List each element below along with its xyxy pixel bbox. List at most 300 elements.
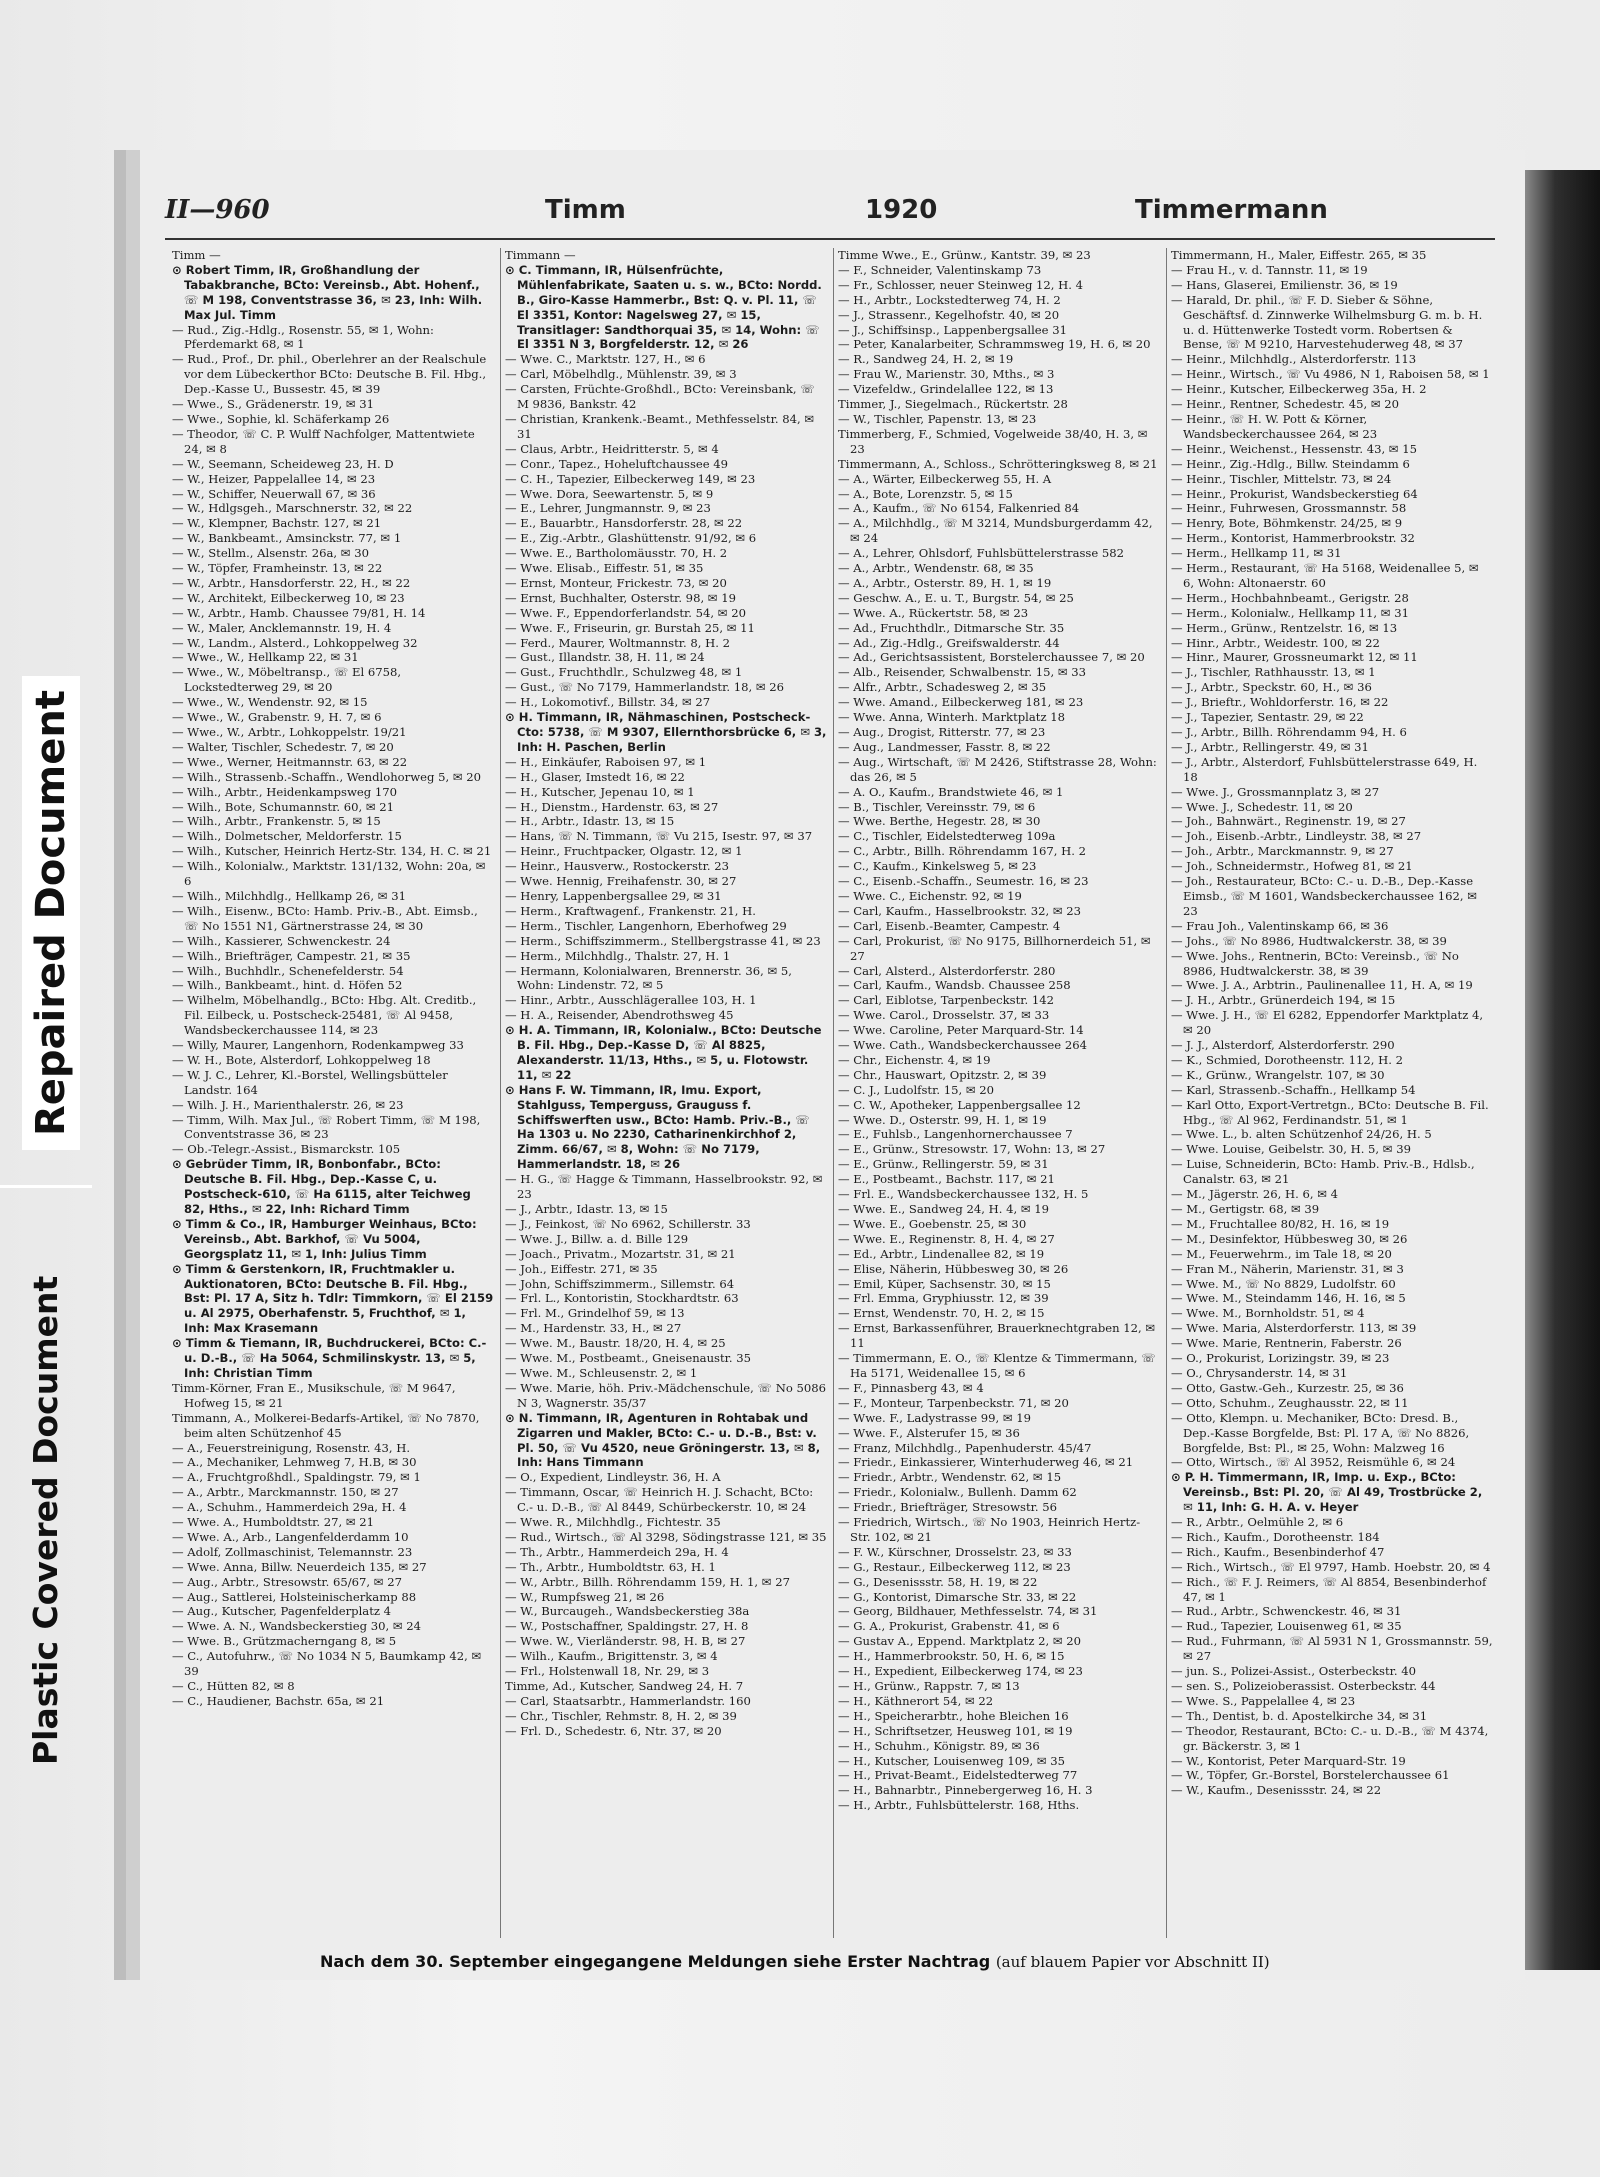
directory-entry: — Wilh., Eisenw., BCto: Hamb. Priv.-B., Abt. Eimsb., ☏ No 1551 N1, Gärtnerstrasse 24, ✉ 30 (172, 903, 478, 933)
directory-entry: — Rich., ☏ F. J. Reimers, ☏ Al 8854, Besenbinderhof 47, ✉ 1 (1171, 1574, 1487, 1604)
directory-entry: — Otto, Gastw.-Geh., Kurzestr. 25, ✉ 36 (1171, 1380, 1404, 1395)
directory-entry: — Th., Dentist, b. d. Apostelkirche 34, ✉ 31 (1171, 1708, 1428, 1723)
directory-entry: — Rud., Fuhrmann, ☏ Al 5931 N 1, Grossmannstr. 59, ✉ 27 (1171, 1634, 1493, 1664)
directory-entry: — Chr., Tischler, Rehmstr. 8, H. 2, ✉ 39 (505, 1708, 737, 1723)
directory-entry: — Ad., Fruchthdlr., Ditmarsche Str. 35 (838, 620, 1065, 635)
directory-entry: — Heinr., Weichenst., Hessenstr. 43, ✉ 15 (1171, 441, 1417, 456)
directory-entry: — Wwe. F., Friseurin, gr. Burstah 25, ✉ 11 (505, 620, 755, 635)
directory-entry: — Wwe. M., Steindamm 146, H. 16, ✉ 5 (1171, 1291, 1406, 1306)
directory-entry: — Wilh., Bote, Schumannstr. 60, ✉ 21 (172, 799, 395, 814)
directory-entry: — Hans, Glaserei, Emilienstr. 36, ✉ 19 (1171, 277, 1398, 292)
directory-entry: — Wwe. F., Ladystrasse 99, ✉ 19 (838, 1410, 1032, 1425)
directory-entry: — A., Arbtr., Osterstr. 89, H. 1, ✉ 19 (838, 575, 1052, 590)
directory-entry: — A., Arbtr., Marckmannstr. 150, ✉ 27 (172, 1485, 399, 1500)
directory-entry: — Herm., Hochbahnbeamt., Gerigstr. 28 (1171, 590, 1409, 605)
directory-entry: — Wilh., Kutscher, Heinrich Hertz-Str. 134, H. C. ✉ 21 (172, 844, 492, 859)
directory-entry: — Wwe. J., Billw. a. d. Bille 129 (505, 1231, 689, 1246)
directory-entry: — C. W., Apotheker, Lappenbergsallee 12 (838, 1097, 1081, 1112)
directory-entry: — Peter, Kanalarbeiter, Schrammsweg 19, H. 6, ✉ 20 (838, 337, 1151, 352)
directory-entry: — O., Chrysanderstr. 14, ✉ 31 (1171, 1365, 1348, 1380)
directory-entry: — Wwe. J., Grossmannplatz 3, ✉ 27 (1171, 784, 1380, 799)
directory-entry: — Herm., Hellkamp 11, ✉ 31 (1171, 546, 1342, 561)
directory-entry: — Karl, Strassenb.-Schaffn., Hellkamp 54 (1171, 1082, 1416, 1097)
directory-entry: — Aug., Wirtschaft, ☏ M 2426, Stiftstrasse 28, Wohn: das 26, ✉ 5 (838, 754, 1157, 784)
directory-entry: — Wwe. A. N., Wandsbeckerstieg 30, ✉ 24 (172, 1619, 421, 1634)
directory-entry: — Ad., Zig.-Hdlg., Greifswalderstr. 44 (838, 635, 1060, 650)
directory-entry: — Wwe. A., Rückertstr. 58, ✉ 23 (838, 605, 1029, 620)
directory-entry: — W., Architekt, Eilbeckerweg 10, ✉ 23 (172, 590, 405, 605)
directory-entry: — Wwe. W., Vierländerstr. 98, H. B, ✉ 27 (505, 1634, 746, 1649)
directory-entry: — W., Töpfer, Gr.-Borstel, Borstelerchaussee 61 (1171, 1768, 1450, 1783)
directory-entry: — Alb., Reisender, Schwalbenstr. 15, ✉ 33 (838, 665, 1087, 680)
running-head-left: Timm (545, 195, 626, 225)
directory-entry: — Herm., Kolonialw., Hellkamp 11, ✉ 31 (1171, 605, 1409, 620)
directory-entry: — Carl, Eiblotse, Tarpenbeckstr. 142 (838, 993, 1055, 1008)
directory-entry: — Vizefeldw., Grindelallee 122, ✉ 13 (838, 382, 1054, 397)
directory-entry: — Ferd., Maurer, Woltmannstr. 8, H. 2 (505, 635, 731, 650)
directory-entry: — Aug., Sattlerei, Holsteinischerkamp 88 (172, 1589, 417, 1604)
directory-entry: — Herm., Milchhdlg., Thalstr. 27, H. 1 (505, 948, 731, 963)
directory-entry: — Carl, Eisenb.-Beamter, Campestr. 4 (838, 918, 1061, 933)
directory-entry: — H., Dienstm., Hardenstr. 63, ✉ 27 (505, 799, 719, 814)
directory-entry: — J., Arbtr., Idastr. 13, ✉ 15 (505, 1202, 668, 1216)
directory-entry: — W., Stellm., Alsenstr. 26a, ✉ 30 (172, 546, 369, 561)
directory-entry: — Emil, Küper, Sachsenstr. 30, ✉ 15 (838, 1276, 1051, 1291)
directory-entry: — Joh., Schneidermstr., Hofweg 81, ✉ 21 (1171, 859, 1413, 874)
directory-entry: — Friedr., Kolonialw., Bullenh. Damm 62 (838, 1485, 1077, 1500)
directory-entry: — H. A., Reisender, Abendrothsweg 45 (505, 1008, 734, 1023)
directory-entry: — M., Feuerwehrm., im Tale 18, ✉ 20 (1171, 1246, 1392, 1261)
directory-entry: — Friedrich, Wirtsch., ☏ No 1903, Heinrich Hertz-Str. 102, ✉ 21 (838, 1515, 1141, 1544)
directory-entry: — E., Lehrer, Jungmannstr. 9, ✉ 23 (505, 501, 711, 516)
directory-entry: — E., Postbeamt., Bachstr. 117, ✉ 21 (838, 1172, 1055, 1187)
directory-entry: — Wwe. Maria, Alsterdorferstr. 113, ✉ 39 (1171, 1321, 1417, 1336)
directory-entry: — Joh., Restaurateur, BCto: C.- u. D.-B., Dep.-Kasse Eimsb., ☏ M 1601, Wandsbeckerchaussee 162, ✉ 23 (1171, 874, 1477, 918)
directory-entry: — E., Fuhlsb., Langenhornerchaussee 7 (838, 1127, 1073, 1142)
directory-entry: — H., Arbtr., Idastr. 13, ✉ 15 (505, 814, 675, 829)
directory-entry: ⊙ P. H. Timmermann, IR, Imp. u. Exp., BCto: Vereinsb., Bst: Pl. 20, ☏ Al 49, Trostbrücke 2, ✉ 11, Inh: G. H. A. v. Heyer (1171, 1470, 1483, 1515)
directory-entry: — Wilh., Arbtr., Heidenkampsweg 170 (172, 784, 398, 799)
directory-entry: ⊙ H. Timmann, IR, Nähmaschinen, Postscheck-Cto: 5738, ☏ M 9307, Ellernthorsbrücke 6, ✉ 3, Inh: H. Paschen, Berlin (505, 710, 827, 754)
directory-entry: — Wwe. A., Arb., Langenfelderdamm 10 (172, 1529, 409, 1544)
directory-entry: — Frl. L., Kontoristin, Stockhardtstr. 63 (505, 1291, 739, 1306)
directory-entry: — Wwe. J., Schedestr. 11, ✉ 20 (1171, 799, 1353, 814)
directory-entry: — Fr., Schlosser, neuer Steinweg 12, H. 4 (838, 277, 1084, 292)
directory-entry: — J., Arbtr., Rellingerstr. 49, ✉ 31 (1171, 739, 1369, 754)
directory-entry: — Hinr., Maurer, Grossneumarkt 12, ✉ 11 (1171, 650, 1418, 665)
directory-column-2 (505, 248, 827, 1938)
directory-entry: — Wwe., W., Hellkamp 22, ✉ 31 (172, 650, 359, 665)
directory-entry: — G., Kontorist, Dimarsche Str. 33, ✉ 22 (838, 1589, 1077, 1604)
directory-entry: — Wwe. Marie, höh. Priv.-Mädchenschule, ☏ No 5086 N 3, Wagnerstr. 35/37 (505, 1380, 827, 1410)
directory-entry: Timme Wwe., E., Grünw., Kantstr. 39, ✉ 23 (838, 248, 1091, 262)
directory-entry: — C., Kaufm., Kinkelsweg 5, ✉ 23 (838, 859, 1037, 874)
directory-entry: — Herm., Kontorist, Hammerbrookstr. 32 (1171, 531, 1415, 546)
directory-entry: — J., Tischler, Rathhausstr. 13, ✉ 1 (1171, 665, 1376, 680)
directory-entry: — A., Arbtr., Wendenstr. 68, ✉ 35 (838, 561, 1034, 576)
directory-entry: — H., Glaser, Imstedt 16, ✉ 22 (505, 769, 685, 784)
directory-entry: — H., Schriftsetzer, Heusweg 101, ✉ 19 (838, 1723, 1073, 1738)
directory-entry: — Wwe. Elisab., Eiffestr. 51, ✉ 35 (505, 561, 704, 576)
directory-entry: — Geschw. A., E. u. T., Burgstr. 54, ✉ 25 (838, 590, 1074, 605)
column-rule (1166, 248, 1167, 1938)
directory-entry: — W., Klempner, Bachstr. 127, ✉ 21 (172, 516, 382, 531)
supplement-notice-text: Nach dem 30. September eingegangene Meldungen siehe Erster Nachtrag (320, 1952, 991, 1971)
column-rule (833, 248, 834, 1938)
directory-entry: — W. H., Bote, Alsterdorf, Lohkoppelweg 18 (172, 1052, 431, 1067)
directory-entry: — Th., Arbtr., Humboldtstr. 63, H. 1 (505, 1559, 716, 1574)
directory-entry: — W., Landm., Alsterd., Lohkoppelweg 32 (172, 635, 418, 650)
supplement-notice-note: (auf blauem Papier vor Abschnitt II) (995, 1953, 1270, 1971)
directory-entry: — Rich., Wirtsch., ☏ El 9797, Hamb. Hoebstr. 20, ✉ 4 (1171, 1559, 1491, 1574)
directory-entry: — Wilh., Milchhdlg., Hellkamp 26, ✉ 31 (172, 888, 406, 903)
directory-entry: — Elise, Näherin, Hübbesweg 30, ✉ 26 (838, 1261, 1069, 1276)
directory-entry: — Harald, Dr. phil., ☏ F. D. Sieber & Söhne, Geschäftsf. d. Zinnwerke Wilhelmsburg G. m. b. H. u. d. Hüttenwerke Tostedt vorm. Robertsen & Bense, ☏ M 9210, Harvestehuderweg 48, ✉ 37 (1171, 292, 1483, 352)
directory-entry: — Hinr., Arbtr., Ausschlägerallee 103, H. 1 (505, 993, 757, 1008)
directory-entry: — Frau Joh., Valentinskamp 66, ✉ 36 (1171, 918, 1389, 933)
directory-entry: — Heinr., Tischler, Mittelstr. 73, ✉ 24 (1171, 471, 1392, 486)
directory-entry: — Wwe. Dora, Seewartenstr. 5, ✉ 9 (505, 486, 714, 501)
directory-entry: — F., Monteur, Tarpenbeckstr. 71, ✉ 20 (838, 1395, 1069, 1410)
directory-entry: — Carsten, Früchte-Großhdl., BCto: Vereinsbank, ☏ M 9836, Bankstr. 42 (505, 382, 815, 412)
directory-entry: — Carl, Staatsarbtr., Hammerlandstr. 160 (505, 1693, 751, 1708)
directory-entry: — C. J., Ludolfstr. 15, ✉ 20 (838, 1082, 994, 1097)
directory-entry: — Wwe. B., Grützmacherngang 8, ✉ 5 (172, 1634, 397, 1649)
directory-entry: Timme, Ad., Kutscher, Sandweg 24, H. 7 (505, 1679, 744, 1693)
directory-entry: — G. A., Prokurist, Grabenstr. 41, ✉ 6 (838, 1619, 1060, 1634)
directory-entry: — Heinr., Prokurist, Wandsbeckerstieg 64 (1171, 486, 1418, 501)
directory-entry: — H., Privat-Beamt., Eidelstedterweg 77 (838, 1768, 1078, 1783)
directory-entry: — Johs., ☏ No 8986, Hudtwalckerstr. 38, ✉ 39 (1171, 933, 1447, 948)
directory-entry: — Gust., ☏ No 7179, Hammerlandstr. 18, ✉ 26 (505, 680, 784, 695)
directory-entry: — W., Bankbeamt., Amsinckstr. 77, ✉ 1 (172, 531, 402, 546)
directory-entry: — Herm., Grünw., Rentzelstr. 16, ✉ 13 (1171, 620, 1398, 635)
directory-entry: — Wwe. E., Reginenstr. 8, H. 4, ✉ 27 (838, 1231, 1055, 1246)
directory-entry: — Heinr., Wirtsch., ☏ Vu 4986, N 1, Raboisen 58, ✉ 1 (1171, 367, 1490, 382)
directory-entry: — E., Grünw., Stresowstr. 17, Wohn: 13, ✉ 27 (838, 1142, 1106, 1157)
directory-entry: — A. O., Kaufm., Brandstwiete 46, ✉ 1 (838, 784, 1064, 799)
directory-entry: — Herm., Schiffszimmerm., Stellbergstrasse 41, ✉ 23 (505, 933, 821, 948)
directory-entry: — H., Käthnerort 54, ✉ 22 (838, 1693, 994, 1708)
directory-entry: — Ernst, Wendenstr. 70, H. 2, ✉ 15 (838, 1306, 1045, 1321)
directory-entry: — Wwe., W., Grabenstr. 9, H. 7, ✉ 6 (172, 710, 382, 725)
directory-entry: — Heinr., Hausverw., Rostockerstr. 23 (505, 859, 729, 874)
directory-entry: — Wwe. Anna, Winterh. Marktplatz 18 (838, 710, 1065, 725)
directory-entry: — W., Burcaugeh., Wandsbeckerstieg 38a (505, 1604, 750, 1619)
directory-entry: — W., Arbtr., Billh. Röhrendamm 159, H. 1, ✉ 27 (505, 1574, 790, 1589)
directory-entry: — Joh., Eisenb.-Arbtr., Lindleystr. 38, ✉ 27 (1171, 829, 1422, 844)
directory-entry: — Walter, Tischler, Schedestr. 7, ✉ 20 (172, 739, 394, 754)
directory-entry: — A., Bote, Lorenzstr. 5, ✉ 15 (838, 486, 1013, 501)
directory-entry: — J., Tapezier, Sentastr. 29, ✉ 22 (1171, 710, 1364, 725)
directory-entry: — Herm., Restaurant, ☏ Ha 5168, Weidenallee 5, ✉ 6, Wohn: Altonaerstr. 60 (1171, 561, 1479, 590)
directory-entry: — J. J., Alsterdorf, Alsterdorferstr. 290 (1171, 1038, 1395, 1053)
directory-entry: — Franz, Milchhdlg., Papenhuderstr. 45/47 (838, 1440, 1092, 1455)
directory-entry: — Wilh. J. H., Marienthalerstr. 26, ✉ 23 (172, 1097, 404, 1112)
directory-entry: — G., Desenissstr. 58, H. 19, ✉ 22 (838, 1574, 1038, 1589)
page-number: II—960 (165, 195, 270, 225)
directory-entry: — H., Arbtr., Lockstedterweg 74, H. 2 (838, 292, 1061, 307)
directory-entry: — Frl., Holstenwall 18, Nr. 29, ✉ 3 (505, 1664, 710, 1679)
directory-entry: — H., Hammerbrookstr. 50, H. 6, ✉ 15 (838, 1649, 1065, 1664)
directory-entry: — Theodor, ☏ C. P. Wulff Nachfolger, Mattentwiete 24, ✉ 8 (172, 426, 475, 456)
directory-entry: — Herm., Kraftwagenf., Frankenstr. 21, H. (505, 903, 756, 918)
directory-entry: — Theodor, Restaurant, BCto: C.- u. D.-B., ☏ M 4374, gr. Bäckerstr. 3, ✉ 1 (1171, 1723, 1489, 1753)
directory-entry: — Wwe. E., Bartholomäusstr. 70, H. 2 (505, 546, 728, 561)
directory-entry: — Carl, Prokurist, ☏ No 9175, Billhornerdeich 51, ✉ 27 (838, 933, 1151, 963)
directory-entry: — Wilh., Strassenb.-Schaffn., Wendlohorweg 5, ✉ 20 (172, 769, 481, 784)
directory-entry: — M., Gertigstr. 68, ✉ 39 (1171, 1202, 1320, 1216)
directory-entry: — W., Kaufm., Desenissstr. 24, ✉ 22 (1171, 1783, 1382, 1798)
directory-entry: — H., Kutscher, Jepenau 10, ✉ 1 (505, 784, 695, 799)
directory-column-3 (838, 248, 1160, 1938)
directory-entry: — Wwe. C., Marktstr. 127, H., ✉ 6 (505, 352, 706, 367)
directory-year: 1920 (865, 195, 938, 225)
directory-entry: — Rich., Kaufm., Besenbinderhof 47 (1171, 1544, 1385, 1559)
directory-entry: — Wwe. Marie, Rentnerin, Faberstr. 26 (1171, 1336, 1402, 1351)
directory-entry: — Wilh., Arbtr., Frankenstr. 5, ✉ 15 (172, 814, 381, 829)
directory-entry: — Rud., Prof., Dr. phil., Oberlehrer an der Realschule vor dem Lübeckerthor BCto: Deutsche B. Fil. Hbg., Dep.-Kasse U., Bussestr. 45, ✉ 39 (172, 352, 487, 397)
directory-entry: — Heinr., Rentner, Schedestr. 45, ✉ 20 (1171, 397, 1400, 412)
directory-entry: — H., Schuhm., Königstr. 89, ✉ 36 (838, 1738, 1040, 1753)
directory-entry: — Ad., Gerichtsassistent, Borstelerchaussee 7, ✉ 20 (838, 650, 1145, 665)
directory-entry: — Frau W., Marienstr. 30, Mths., ✉ 3 (838, 367, 1055, 382)
directory-entry: — Wwe. R., Milchhdlg., Fichtestr. 35 (505, 1515, 721, 1530)
directory-entry: — W., Seemann, Scheideweg 23, H. D (172, 456, 394, 471)
directory-entry: ⊙ H. A. Timmann, IR, Kolonialw., BCto: Deutsche B. Fil. Hbg., Dep.-Kasse D, ☏ Al 8825, Alexanderstr. 11/13, Hths., ✉ 5, u. Flotowstr. 11, ✉ 22 (505, 1023, 822, 1082)
directory-entry: Timmermann, A., Schloss., Schrötteringksweg 8, ✉ 21 (838, 456, 1158, 471)
directory-entry: — Wilh., Briefträger, Campestr. 21, ✉ 35 (172, 948, 411, 963)
directory-entry: — W., Postschaffner, Spaldingstr. 27, H. 8 (505, 1619, 749, 1634)
directory-entry: — Gust., Fruchthdlr., Schulzweg 48, ✉ 1 (505, 665, 743, 680)
directory-entry: — C., Tischler, Eidelstedterweg 109a (838, 829, 1056, 844)
directory-entry: — Friedr., Einkassierer, Winterhuderweg 46, ✉ 21 (838, 1455, 1134, 1470)
directory-entry: Timmann, A., Molkerei-Bedarfs-Artikel, ☏ No 7870, beim alten Schützenhof 45 (172, 1410, 480, 1440)
directory-entry: — Wwe. L., b. alten Schützenhof 24/26, H. 5 (1171, 1127, 1432, 1142)
directory-entry: — Rud., Tapezier, Louisenweg 61, ✉ 35 (1171, 1619, 1402, 1634)
directory-entry: — Wwe. Berthe, Hegestr. 28, ✉ 30 (838, 814, 1041, 829)
header-rule (165, 238, 1495, 240)
directory-entry: ⊙ Timm & Co., IR, Hamburger Weinhaus, BCto: Vereinsb., Abt. Barkhof, ☏ Vu 5004, Georgsplatz 11, ✉ 1, Inh: Julius Timm (172, 1216, 477, 1261)
directory-entry: — sen. S., Polizeioberassist. Osterbeckstr. 44 (1171, 1679, 1436, 1693)
directory-entry: — Wilh., Kassierer, Schwenckestr. 24 (172, 933, 391, 948)
directory-entry: — G., Restaur., Eilbeckerweg 112, ✉ 23 (838, 1559, 1071, 1574)
directory-entry: — M., Desinfektor, Hübbesweg 30, ✉ 26 (1171, 1231, 1408, 1246)
directory-entry: Timmermann, H., Maler, Eiffestr. 265, ✉ 35 (1171, 248, 1427, 262)
directory-entry: — Th., Arbtr., Hammerdeich 29a, H. 4 (505, 1544, 729, 1559)
directory-entry: — Wwe. Johs., Rentnerin, BCto: Vereinsb., ☏ No 8986, Hudtwalckerstr. 38, ✉ 39 (1171, 948, 1459, 978)
directory-entry: — F. W., Kürschner, Drosselstr. 23, ✉ 33 (838, 1544, 1072, 1559)
directory-entry: — Wwe. Caroline, Peter Marquard-Str. 14 (838, 1023, 1084, 1038)
directory-entry: — Friedr., Briefträger, Stresowstr. 56 (838, 1500, 1057, 1515)
directory-entry: — Chr., Hauswart, Opitzstr. 2, ✉ 39 (838, 1067, 1047, 1082)
directory-entry: — H., Speicherarbtr., hohe Bleichen 16 (838, 1708, 1069, 1723)
directory-entry: — A., Kaufm., ☏ No 6154, Falkenried 84 (838, 501, 1080, 516)
directory-entry: ⊙ C. Timmann, IR, Hülsenfrüchte, Mühlenfabrikate, Saaten u. s. w., BCto: Nordd. B., Giro-Kasse Hammerbr., Bst: Q. v. Pl. 11, ☏ El 3351, Kontor: Nagelsweg 27, ✉ 15, Transitlager: Sandthorquai 35, ✉ 14, Wohn: ☏ El 3351 N 3, Borgfelderstr. 12, ✉ 26 (505, 262, 822, 352)
directory-entry: — Joh., Arbtr., Marckmannstr. 9, ✉ 27 (1171, 844, 1394, 859)
directory-entry: — Aug., Arbtr., Stresowstr. 65/67, ✉ 27 (172, 1574, 402, 1589)
page-header (165, 195, 1495, 231)
directory-entry: — Luise, Schneiderin, BCto: Hamb. Priv.-B., Hdlsb., Canalstr. 63, ✉ 21 (1171, 1157, 1475, 1187)
directory-entry: — Carl, Alsterd., Alsterdorferstr. 280 (838, 963, 1056, 978)
directory-entry: — W., Arbtr., Hansdorferstr. 22, H., ✉ 22 (172, 575, 411, 590)
directory-entry: — J., Arbtr., Speckstr. 60, H., ✉ 36 (1171, 680, 1372, 695)
directory-entry: — A., Schuhm., Hammerdeich 29a, H. 4 (172, 1500, 407, 1515)
directory-entry: — Wwe. Cath., Wandsbeckerchaussee 264 (838, 1038, 1087, 1053)
directory-entry: — H., Grünw., Rappstr. 7, ✉ 13 (838, 1679, 1020, 1693)
directory-entry: — Ernst, Monteur, Frickestr. 73, ✉ 20 (505, 575, 727, 590)
directory-entry: — Wwe., W., Möbeltransp., ☏ El 6758, Lockstedterweg 29, ✉ 20 (172, 665, 402, 695)
directory-entry: — Wwe., Werner, Heitmannstr. 63, ✉ 22 (172, 754, 408, 769)
directory-entry: — Karl Otto, Export-Vertretgn., BCto: Deutsche B. Fil. Hbg., ☏ Al 962, Ferdinandstr. 51, ✉ 1 (1171, 1097, 1489, 1127)
directory-entry: — W., Kontorist, Peter Marquard-Str. 19 (1171, 1753, 1406, 1768)
directory-entry: — Wwe. A., Humboldtstr. 27, ✉ 21 (172, 1515, 375, 1530)
directory-entry: — Frl. D., Schedestr. 6, Ntr. 37, ✉ 20 (505, 1723, 722, 1738)
directory-entry: — H., Bahnarbtr., Pinnebergerweg 16, H. 3 (838, 1783, 1093, 1798)
directory-entry: — Wwe. F., Alsterufer 15, ✉ 36 (838, 1425, 1020, 1440)
directory-entry: — A., Milchhdlg., ☏ M 3214, Mundsburgerdamm 42, ✉ 24 (838, 516, 1153, 546)
directory-entry: — Gust., Illandstr. 38, H. 11, ✉ 24 (505, 650, 705, 665)
directory-entry: — C., Autofuhrw., ☏ No 1034 N 5, Baumkamp 42, ✉ 39 (172, 1649, 482, 1679)
directory-entry: — H., Arbtr., Fuhlsbüttelerstr. 168, Hths. (838, 1798, 1080, 1813)
directory-entry: — Wwe. Hennig, Freihafenstr. 30, ✉ 27 (505, 874, 737, 889)
directory-entry: — Aug., Drogist, Ritterstr. 77, ✉ 23 (838, 725, 1046, 739)
directory-entry: — O., Expedient, Lindleystr. 36, H. A (505, 1470, 721, 1485)
directory-entry: — jun. S., Polizei-Assist., Osterbeckstr. 40 (1171, 1664, 1417, 1679)
directory-entry: — K., Grünw., Wrangelstr. 107, ✉ 30 (1171, 1067, 1385, 1082)
column-rule (500, 248, 501, 1938)
directory-entry: — Timmann, Oscar, ☏ Heinrich H. J. Schacht, BCto: C.- u. D.-B., ☏ Al 8449, Schürbeckerstr. 10, ✉ 24 (505, 1485, 814, 1515)
directory-column-1 (172, 248, 494, 1938)
directory-entry: — W. J. C., Lehrer, Kl.-Borstel, Wellingsbütteler Landstr. 164 (172, 1067, 448, 1097)
directory-entry: — Timmermann, E. O., ☏ Klentze & Timmermann, ☏ Ha 5171, Weidenallee 15, ✉ 6 (838, 1351, 1156, 1380)
directory-entry: — J., Brieftr., Wohldorferstr. 16, ✉ 22 (1171, 695, 1389, 710)
directory-entry: — F., Pinnasberg 43, ✉ 4 (838, 1380, 984, 1395)
directory-entry: — W., Rumpfsweg 21, ✉ 26 (505, 1589, 665, 1604)
directory-entry: — R., Sandweg 24, H. 2, ✉ 19 (838, 352, 1014, 367)
directory-column-4 (1171, 248, 1493, 1938)
directory-entry: — Heinr., Fuhrwesen, Grossmannstr. 58 (1171, 501, 1407, 516)
directory-entry: — Friedr., Arbtr., Wendenstr. 62, ✉ 15 (838, 1470, 1062, 1485)
directory-entry: Timmer, J., Siegelmach., Rückertstr. 28 (838, 397, 1068, 412)
directory-entry: — O., Prokurist, Lorizingstr. 39, ✉ 23 (1171, 1351, 1390, 1366)
directory-entry: ⊙ Timm & Tiemann, IR, Buchdruckerei, BCto: C.- u. D.-B., ☏ Ha 5064, Schmilinskystr. 13, ✉ 5, Inh: Christian Timm (172, 1336, 487, 1380)
directory-entry: — Aug., Kutscher, Pagenfelderplatz 4 (172, 1604, 392, 1619)
directory-entry: — A., Fruchtgroßhdl., Spaldingstr. 79, ✉ 1 (172, 1470, 421, 1485)
directory-entry: — Wilh., Kolonialw., Marktstr. 131/132, Wohn: 20a, ✉ 6 (172, 859, 486, 889)
directory-entry: — Carl, Kaufm., Hasselbrookstr. 32, ✉ 23 (838, 903, 1082, 918)
directory-entry: Timm-Körner, Fran E., Musikschule, ☏ M 9647, Hofweg 15, ✉ 21 (172, 1380, 456, 1410)
directory-entry: — Georg, Bildhauer, Methfesselstr. 74, ✉ 31 (838, 1604, 1098, 1619)
directory-entry: Timmerberg, F., Schmied, Vogelweide 38/40, H. 3, ✉ 23 (838, 426, 1148, 456)
directory-entry: — Hinr., Arbtr., Weidestr. 100, ✉ 22 (1171, 635, 1380, 650)
directory-entry: — J., Arbtr., Alsterdorf, Fuhlsbüttelerstrasse 649, H. 18 (1171, 754, 1478, 784)
directory-entry: ⊙ N. Timmann, IR, Agenturen in Rohtabak und Zigarren und Makler, BCto: C.- u. D.-B., Bst: v. Pl. 50, ☏ Vu 4520, neue Gröningerstr. 13, ✉ 8, Inh: Hans Timmann (505, 1410, 821, 1470)
directory-entry: — E., Zig.-Arbtr., Glashüttenstr. 91/92, ✉ 6 (505, 531, 757, 546)
directory-entry: ⊙ Hans F. W. Timmann, IR, Imu. Export, Stahlguss, Temperguss, Grauguss f. Schiffswerften usw., BCto: Hamb. Priv.-B., ☏ Ha 1303 u. No 2230, Catharinenkirchhof 2, Zimm. 66/67, ✉ 8, Wohn: ☏ No 7179, Hammerlandstr. 18, ✉ 26 (505, 1082, 810, 1172)
directory-entry: — Rud., Zig.-Hdlg., Rosenstr. 55, ✉ 1, Wohn: Pferdemarkt 68, ✉ 1 (172, 322, 434, 352)
directory-entry: — Heinr., Kutscher, Eilbeckerweg 35a, H. 2 (1171, 382, 1427, 397)
directory-entry: — A., Mechaniker, Lehmweg 7, H.B, ✉ 30 (172, 1455, 417, 1470)
running-head-right: Timmermann (1135, 195, 1328, 225)
directory-entry: — J., Strassenr., Kegelhofstr. 40, ✉ 20 (838, 307, 1060, 322)
supplement-notice (320, 1952, 1500, 1971)
directory-entry: — A., Wärter, Eilbeckerweg 55, H. A (838, 471, 1052, 486)
directory-entry: — A., Lehrer, Ohlsdorf, Fuhlsbüttelerstrasse 582 (838, 546, 1125, 561)
directory-entry: — Heinr., Zig.-Hdlg., Billw. Steindamm 6 (1171, 456, 1410, 471)
directory-entry: — Timm, Wilh. Max Jul., ☏ Robert Timm, ☏ M 198, Conventstrasse 36, ✉ 23 (172, 1112, 481, 1142)
directory-entry: — Ed., Arbtr., Lindenallee 82, ✉ 19 (838, 1246, 1045, 1261)
directory-entry: — Gustav A., Eppend. Marktplatz 2, ✉ 20 (838, 1634, 1082, 1649)
directory-entry: — Hans, ☏ N. Timmann, ☏ Vu 215, Isestr. 97, ✉ 37 (505, 829, 813, 844)
directory-entry: — Wwe. F., Eppendorferlandstr. 54, ✉ 20 (505, 605, 746, 620)
directory-entry: — Ernst, Barkassenführer, Brauerknechtgraben 12, ✉ 11 (838, 1321, 1156, 1351)
directory-entry: — Chr., Eichenstr. 4, ✉ 19 (838, 1052, 991, 1067)
directory-entry: — W., Maler, Ancklemannstr. 19, H. 4 (172, 620, 392, 635)
directory-entry: — Rud., Wirtsch., ☏ Al 3298, Södingstrasse 121, ✉ 35 (505, 1529, 827, 1544)
directory-entry: — Wilh., Kaufm., Brigittenstr. 3, ✉ 4 (505, 1649, 718, 1664)
directory-entry: — Heinr., ☏ H. W. Pott & Körner, Wandsbeckerchaussee 264, ✉ 23 (1171, 411, 1378, 441)
directory-entry: — Claus, Arbtr., Heidritterstr. 5, ✉ 4 (505, 441, 719, 456)
directory-entry: — Joach., Privatm., Mozartstr. 31, ✉ 21 (505, 1246, 736, 1261)
directory-entry: — H., Einkäufer, Raboisen 97, ✉ 1 (505, 754, 707, 769)
directory-entry: — Wwe. M., Bornholdstr. 51, ✉ 4 (1171, 1306, 1365, 1321)
directory-entry: — M., Hardenstr. 33, H., ✉ 27 (505, 1321, 682, 1336)
directory-entry: — Wwe. M., Schleusenstr. 2, ✉ 1 (505, 1365, 698, 1380)
directory-entry: — Willy, Maurer, Langenhorn, Rodenkampweg 33 (172, 1038, 464, 1053)
directory-entry: — Otto, Schuhm., Zeughausstr. 22, ✉ 11 (1171, 1395, 1409, 1410)
directory-entry: — W., Heizer, Pappelallee 14, ✉ 23 (172, 471, 376, 486)
directory-entry: — Henry, Bote, Böhmkenstr. 24/25, ✉ 9 (1171, 516, 1403, 531)
directory-entry: — H., Kutscher, Louisenweg 109, ✉ 35 (838, 1753, 1066, 1768)
directory-entry: — Heinr., Milchhdlg., Alsterdorferstr. 113 (1171, 352, 1417, 367)
directory-entry: — E., Grünw., Rellingerstr. 59, ✉ 31 (838, 1157, 1049, 1172)
directory-entry: — Hermann, Kolonialwaren, Brennerstr. 36, ✉ 5, Wohn: Lindenstr. 72, ✉ 5 (505, 963, 792, 993)
directory-entry: — M., Jägerstr. 26, H. 6, ✉ 4 (1171, 1187, 1338, 1202)
directory-entry: — Frl. Emma, Gryphiusstr. 12, ✉ 39 (838, 1291, 1049, 1306)
directory-entry: — H. G., ☏ Hagge & Timmann, Hasselbrookstr. 92, ✉ 23 (505, 1172, 823, 1202)
directory-entry: — Aug., Landmesser, Fasstr. 8, ✉ 22 (838, 739, 1051, 754)
plastic-covered-document-label: Plastic Covered Document (26, 1275, 65, 1765)
directory-entry: — C., Haudiener, Bachstr. 65a, ✉ 21 (172, 1693, 385, 1708)
directory-entry: — H., Lokomotivf., Billstr. 34, ✉ 27 (505, 695, 711, 710)
directory-entry: ⊙ Timm & Gerstenkorn, IR, Fruchtmakler u. Auktionatoren, BCto: Deutsche B. Fil. Hbg., Bst: Pl. 17 A, Sitz h. Tdlr: Timmkorn, ☏ El 2159 u. Al 2975, Oberhafenstr. 5, Fruchthof, ✉ 1, Inh: Max Krasemann (172, 1261, 494, 1336)
directory-entry: — Wwe. M., Postbeamt., Gneisenaustr. 35 (505, 1351, 752, 1366)
directory-entry: — J. H., Arbtr., Grünerdeich 194, ✉ 15 (1171, 993, 1396, 1008)
directory-entry: — Wwe., Sophie, kl. Schäferkamp 26 (172, 411, 390, 426)
directory-entry: — Wwe. S., Pappelallee 4, ✉ 23 (1171, 1693, 1356, 1708)
directory-entry: — Alfr., Arbtr., Schadesweg 2, ✉ 35 (838, 680, 1047, 695)
directory-entry: — F., Schneider, Valentinskamp 73 (838, 262, 1042, 277)
directory-entry: — Wilh., Bankbeamt., hint. d. Höfen 52 (172, 978, 403, 993)
directory-entry: — Wilh., Buchhdlr., Schenefelderstr. 54 (172, 963, 404, 978)
directory-entry: ⊙ Gebrüder Timm, IR, Bonbonfabr., BCto: Deutsche B. Fil. Hbg., Dep.-Kasse C, u. Postscheck-610, ☏ Ha 6115, alter Teichweg 82, Hths., ✉ 22, Inh: Richard Timm (172, 1157, 471, 1216)
directory-entry: — Otto, Klempn. u. Mechaniker, BCto: Dresd. B., Dep.-Kasse Borgfelde, Bst: Pl. 17 A, ☏ No 8826, Borgfelde, Bst: Pl., ✉ 25, Wohn: Malzweg 16 (1171, 1410, 1470, 1455)
directory-entry: — Frl. M., Grindelhof 59, ✉ 13 (505, 1306, 685, 1321)
directory-entry: — W., Töpfer, Framheinstr. 13, ✉ 22 (172, 561, 383, 576)
directory-entry: — A., Feuerstreinigung, Rosenstr. 43, H. (172, 1440, 411, 1455)
directory-entry: — Wwe. Anna, Billw. Neuerdeich 135, ✉ 27 (172, 1559, 427, 1574)
directory-entry: — Heinr., Fruchtpacker, Olgastr. 12, ✉ 1 (505, 844, 743, 859)
directory-entry: — Ob.-Telegr.-Assist., Bismarckstr. 105 (172, 1142, 401, 1157)
directory-entry: ⊙ Robert Timm, IR, Großhandlung der Tabakbranche, BCto: Vereinsb., Abt. Hohenf., ☏ M 198, Conventstrasse 36, ✉ 23, Inh: Wilh. Max Jul. Timm (172, 262, 483, 322)
directory-entry: — R., Arbtr., Oelmühle 2, ✉ 6 (1171, 1515, 1344, 1530)
directory-entry: — John, Schiffszimmerm., Sillemstr. 64 (505, 1276, 735, 1291)
directory-entry: — Carl, Möbelhdlg., Mühlenstr. 39, ✉ 3 (505, 367, 737, 382)
directory-entry: — Joh., Eiffestr. 271, ✉ 35 (505, 1261, 658, 1276)
directory-entry: — Wwe. Amand., Eilbeckerweg 181, ✉ 23 (838, 695, 1084, 710)
directory-entry: — B., Tischler, Vereinsstr. 79, ✉ 6 (838, 799, 1036, 814)
